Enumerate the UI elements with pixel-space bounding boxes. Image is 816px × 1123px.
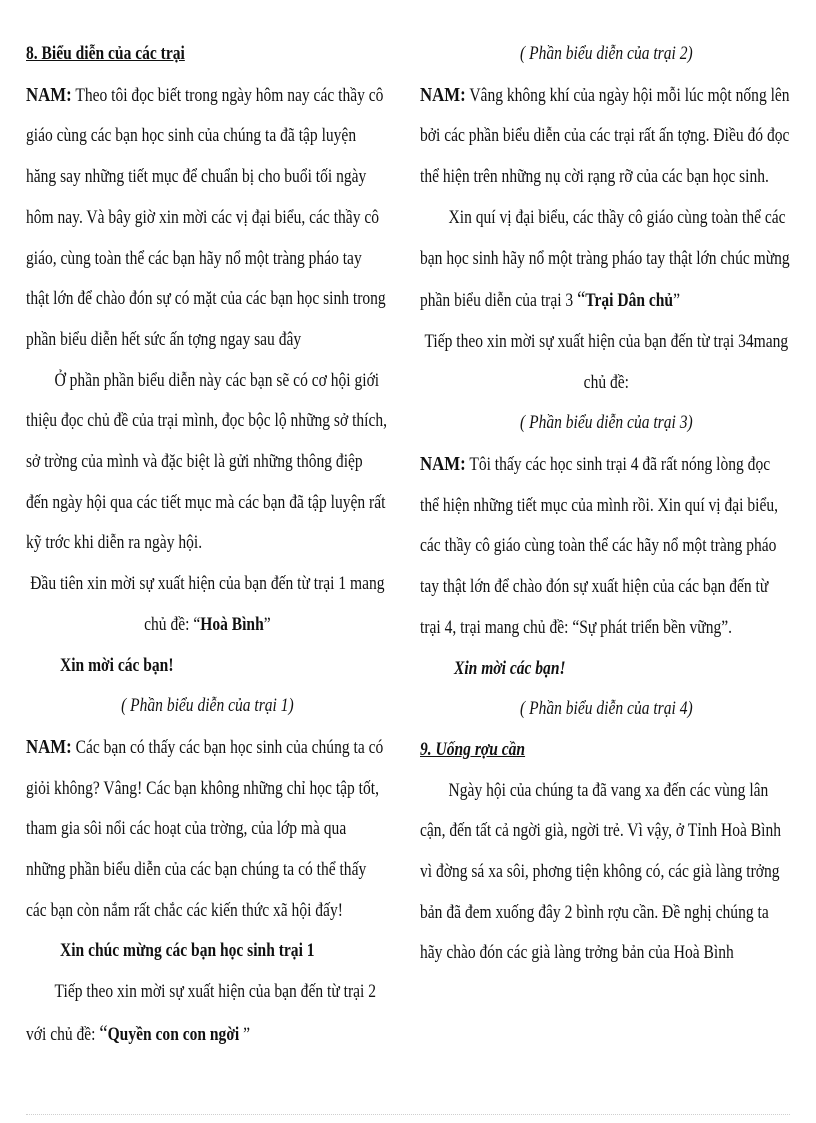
quote-close: ” — [673, 291, 680, 312]
camp-1-name: Hoà Bình — [199, 614, 264, 635]
performance-3: ( Phần biểu diễn của trại 3) — [519, 413, 693, 434]
quote-close: ” — [239, 1024, 251, 1045]
nam-paragraph-1 — [26, 75, 388, 361]
nam-label: NAM: — [420, 83, 466, 106]
camp-3-invite — [420, 198, 792, 322]
nam-label: NAM: — [26, 83, 72, 106]
nam-text: Theo tôi đọc biết trong ngày hôm nay các thầy cô giáo cùng các bạn học sinh của chúng ta đã tập luyện hăng say những tiết mục để chuẩn bị cho buổi tối ngày hôm nay. Và bây giờ xin mời các vị đại biểu, các thầy cô giáo, cùng toàn thể các bạn hãy nổ một tràng pháo tay thật lớn để chào đón sự có mặt của các bạn học sinh trong phần biểu diễn hết sức ấn tợng ngay sau đây — [26, 85, 386, 350]
performance-1: ( Phần biểu diễn của trại 1) — [120, 696, 294, 717]
intro-text: Tiếp theo xin mời sự xuất hiện của bạn đến từ trại 2 với chủ đề: — [26, 982, 376, 1045]
camp-2-name: Quyền con con ngời — [107, 1024, 240, 1045]
section-9-title: 9. Uống rợu cần — [420, 739, 526, 760]
invite-4: Xin mời các bạn! — [454, 658, 566, 679]
nam-text: Các bạn có thấy các bạn học sinh của chúng ta có giỏi không? Vâng! Các bạn không những chỉ học tập tốt, tham gia sôi nổi các hoạt của trờng, của lớp mà qua những phần biểu diễn của các bạn chúng ta có thể thấy các bạn còn nắm rất chắc các kiến thức xã hội đấy! — [26, 737, 384, 921]
quote-open: “ — [99, 1019, 108, 1045]
intro-text: Đầu tiên xin mời sự xuất hiện của bạn đến từ trại 1 mang chủ đề: “ — [29, 574, 385, 635]
section-8-title: 8. Biểu diễn của các trại — [26, 44, 185, 64]
invite-text: Xin quí vị đại biểu, các thầy cô giáo cùng toàn thể các bạn học sinh hãy nổ một tràng pháo tay thật lớn chúc mừng phần biểu diễn của trại 3 — [420, 207, 790, 312]
paragraph-camp-intro: Ở phần phần biểu diễn này các bạn sẽ có cơ hội giới thiệu đọc chủ đề của trại mình, đọc bộc lộ những sở thích, sở trờng của mình và đặc biệt là gửi những thông điệp đến ngày hội qua các tiết mục mà các bạn đã tập luyện rất kỹ trớc khi diễn ra ngày hội. — [26, 370, 388, 554]
camp-2-intro — [26, 972, 388, 1055]
nam-paragraph-2 — [26, 727, 388, 932]
nam-text: Tôi thấy các học sinh trại 4 đã rất nóng lòng đọc thể hiện những tiết mục của mình rồi. Xin quí vị đại biểu, các thầy cô giáo cùng toàn thể các hãy nổ một tràng pháo tay thật lớn để chào đón sự xuất hiện của các bạn đến từ trại 4, trại mang chủ đề: “Sự phát triển bền vững”. — [420, 455, 779, 638]
left-column — [26, 34, 388, 1056]
camp-1-intro — [26, 564, 388, 645]
performance-2: ( Phần biểu diễn của trại 2) — [519, 44, 693, 64]
quote-close: ” — [263, 614, 271, 635]
performance-4: ( Phần biểu diễn của trại 4) — [519, 699, 693, 720]
invite-1: Xin mời các bạn! — [60, 655, 174, 676]
nam-text: Vâng không khí của ngày hội mỗi lúc một nống lên bởi các phần biểu diễn của các trại rất ấn tợng. Điều đó đọc thể hiện trên những nụ cời rạng rỡ của các bạn học sinh. — [420, 85, 790, 188]
nam-label: NAM: — [26, 735, 72, 758]
camp-4-intro: Tiếp theo xin mời sự xuất hiện của bạn đến từ trại 34mang chủ đề: — [424, 331, 788, 393]
nam-label: NAM: — [420, 453, 466, 476]
nam-paragraph-4 — [420, 444, 792, 649]
right-column — [420, 34, 792, 974]
paragraph-section-9: Ngày hội của chúng ta đã vang xa đến các vùng lân cận, đến tất cả ngời già, ngời trẻ. Vì vậy, ở Tỉnh Hoà Bình vì đờng sá xa sôi, phơng tiện không có, các già làng trởng bản đã đem xuống đây 2 bình rợu cần. Đề nghị chúng ta hãy chào đón các già làng trởng bản của Hoà Bình — [420, 780, 781, 964]
camp-3-name: Trại Dân chủ — [585, 291, 674, 312]
nam-paragraph-3 — [420, 75, 792, 198]
page-bottom-divider — [26, 1114, 790, 1115]
quote-open: “ — [577, 286, 586, 312]
congrats-camp-1: Xin chúc mừng các bạn học sinh trại 1 — [60, 941, 315, 962]
